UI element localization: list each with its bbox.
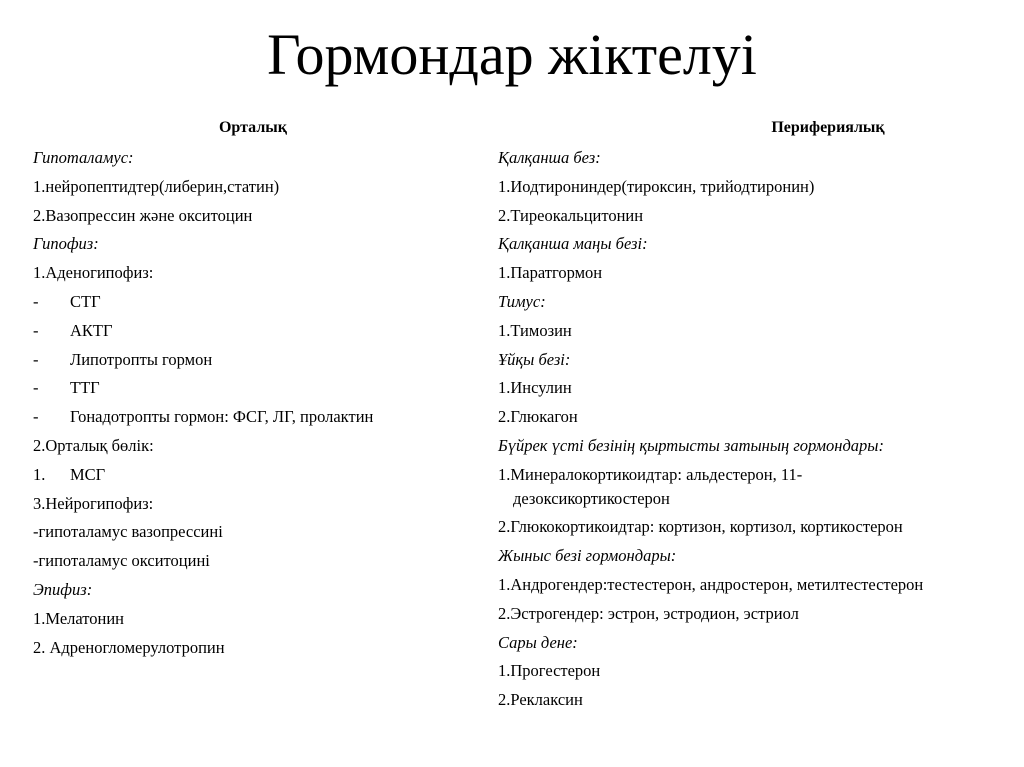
- right-line: [498, 403, 1018, 432]
- line-text: Бүйрек үсті безінің қыртысты затының гормондары:: [498, 435, 884, 455]
- line-text: Қалқанша маңы безі:: [498, 234, 648, 254]
- line-text: 3.Нейрогипофиз:: [33, 493, 154, 513]
- right-line: [498, 288, 1018, 317]
- line-text: -гипоталамус окситоцині: [33, 551, 210, 571]
- left-line: [33, 518, 473, 547]
- left-line: [33, 346, 473, 375]
- line-text: Гонадотропты гормон: ФСГ, ЛГ, пролактин: [70, 407, 374, 427]
- left-line: [33, 403, 473, 432]
- right-line: [498, 600, 1018, 629]
- left-line: [33, 576, 473, 605]
- line-text: Тимус:: [498, 291, 546, 311]
- list-marker: -: [33, 407, 39, 427]
- left-line: [33, 432, 473, 461]
- right-line: [498, 686, 1018, 715]
- left-line: [33, 317, 473, 346]
- right-line: [498, 657, 1018, 686]
- right-line: [498, 144, 1018, 173]
- right-line: [498, 432, 1018, 461]
- line-text: АКТГ: [70, 320, 113, 340]
- line-text: Липотропты гормон: [70, 349, 213, 369]
- left-line: [33, 374, 473, 403]
- line-text: ТТГ: [70, 378, 100, 398]
- left-line: [33, 490, 473, 519]
- right-line: [498, 173, 1018, 202]
- line-text: 2.Глюкагон: [498, 407, 578, 427]
- line-text: 1.нейропептидтер(либерин,статин): [33, 176, 280, 196]
- list-marker: -: [33, 291, 39, 311]
- line-text: дезоксикортикостерон: [513, 488, 670, 508]
- right-line: [498, 629, 1018, 658]
- list-marker: -: [33, 320, 39, 340]
- line-text: 1.Тимозин: [498, 320, 572, 340]
- line-text: 1.Инсулин: [498, 378, 572, 398]
- left-line: [33, 634, 473, 663]
- line-text: 1.Минералокортикоидтар: альдестерон, 11-: [498, 464, 803, 484]
- right-line: [498, 542, 1018, 571]
- right-line: [498, 230, 1018, 259]
- right-line: [498, 346, 1018, 375]
- line-text: Гипофиз:: [33, 234, 99, 254]
- left-list: [33, 144, 473, 662]
- left-line: [33, 202, 473, 231]
- left-line: [33, 288, 473, 317]
- right-line: [498, 202, 1018, 231]
- right-list: [498, 144, 1018, 715]
- line-text: Сары дене:: [498, 632, 578, 652]
- line-text: Қалқанша без:: [498, 148, 601, 167]
- line-text: 2.Глюкокортикоидтар: кортизон, кортизол, кортикостерон: [498, 517, 903, 537]
- right-column-header: Перифериялық: [771, 119, 885, 136]
- line-text: 2. Адреногломерулотропин: [33, 637, 225, 657]
- left-line: [33, 144, 473, 173]
- line-text: 2.Эстрогендер: эстрон, эстродион, эстриол: [498, 603, 799, 623]
- line-text: Ұйқы безі:: [498, 349, 571, 369]
- line-text: 2.Тиреокальцитонин: [498, 205, 644, 225]
- list-marker: -: [33, 378, 39, 398]
- line-text: 2.Реклаксин: [498, 690, 583, 710]
- right-line: [498, 571, 1018, 600]
- line-text: 1.Мелатонин: [33, 608, 125, 628]
- line-text: СТГ: [70, 291, 101, 311]
- line-text: 1.Прогестерон: [498, 661, 601, 681]
- line-text: Гипоталамус:: [33, 148, 134, 167]
- list-marker: 1.: [33, 464, 46, 484]
- left-line: [33, 605, 473, 634]
- left-line: [33, 259, 473, 288]
- line-text: МСГ: [70, 464, 106, 484]
- slide-title: Гормондар жіктелуі: [267, 22, 757, 87]
- right-line: [498, 513, 1018, 542]
- left-column: [33, 116, 473, 662]
- line-text: 1.Паратгормон: [498, 263, 603, 283]
- left-column-header: Орталық: [218, 119, 287, 136]
- right-line: [498, 374, 1018, 403]
- line-text: Жыныс безі гормондары:: [498, 546, 677, 566]
- right-line: [498, 317, 1018, 346]
- line-text: 2.Орталық бөлік:: [33, 435, 154, 455]
- line-text: 2.Вазопрессин және окситоцин: [33, 205, 253, 225]
- list-marker: -: [33, 349, 39, 369]
- line-text: 1.Иодтирониндер(тироксин, трийодтиронин): [498, 176, 815, 196]
- left-line: [33, 173, 473, 202]
- line-text: 1.Андрогендер:тестестерон, андростерон, метилтестестерон: [498, 574, 924, 594]
- right-column: [498, 116, 1018, 715]
- left-line: [33, 547, 473, 576]
- left-line: [33, 461, 473, 490]
- line-text: Эпифиз:: [33, 579, 93, 599]
- right-line: [498, 259, 1018, 288]
- line-text: 1.Аденогипофиз:: [33, 263, 154, 283]
- left-line: [33, 230, 473, 259]
- line-text: -гипоталамус вазопрессині: [33, 522, 223, 542]
